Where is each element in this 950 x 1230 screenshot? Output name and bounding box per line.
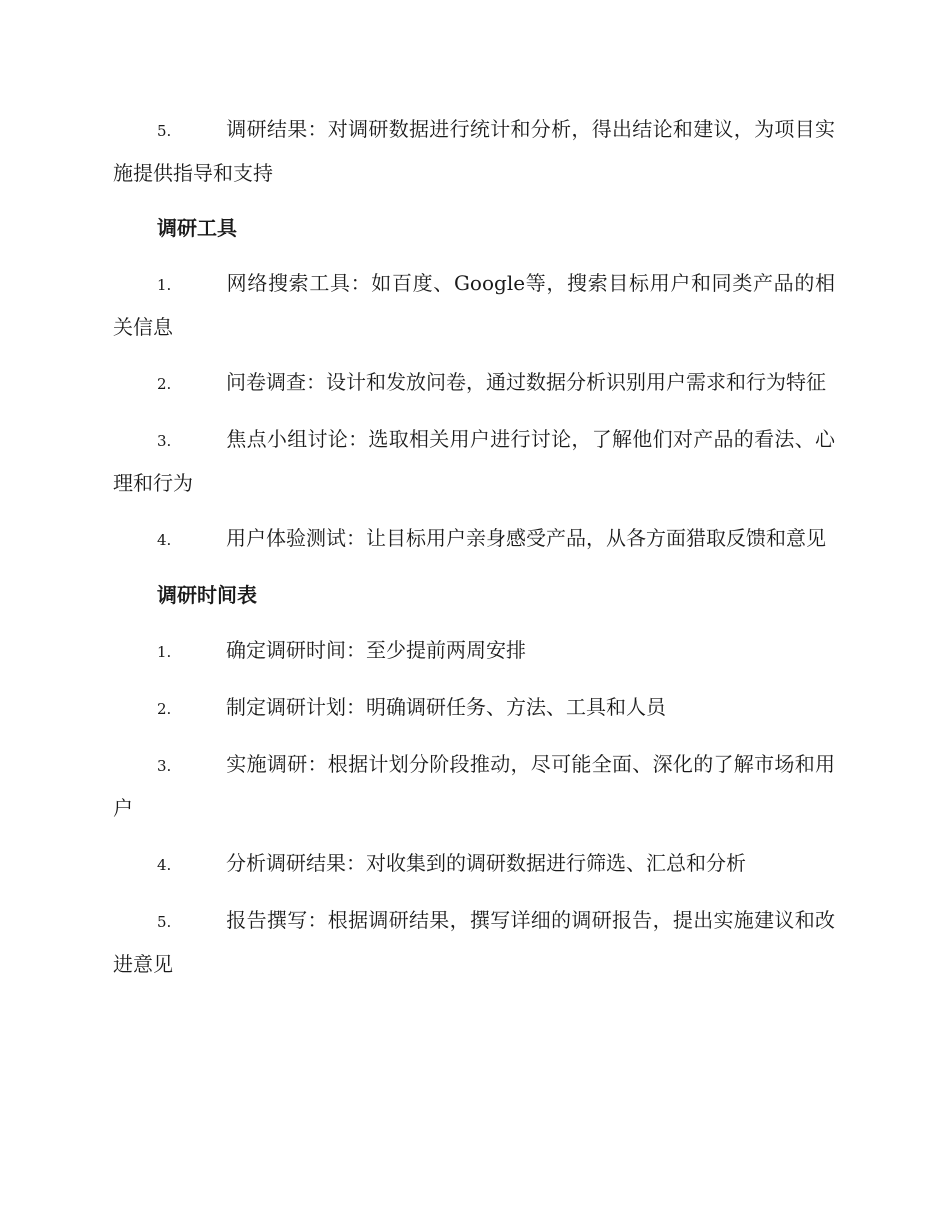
list-item xyxy=(113,361,835,405)
list-item-number: 1. xyxy=(157,276,172,294)
list-item-number: 1. xyxy=(157,643,172,661)
list-item xyxy=(113,686,835,730)
list-item-text: 确定调研时间：至少提前两周安排 xyxy=(226,638,526,662)
list-item-text: 用户体验测试：让目标用户亲身感受产品，从各方面猎取反馈和意见 xyxy=(226,526,826,550)
list-item-number: 2. xyxy=(157,700,172,718)
document-body xyxy=(113,108,835,998)
section-heading-schedule: 调研时间表 xyxy=(157,583,257,607)
list-item-number: 2. xyxy=(157,375,172,393)
list-item-number: 4. xyxy=(157,531,172,549)
list-item-text: 报告撰写：根据调研结果，撰写详细的调研报告，提出实施建议和改进意见 xyxy=(113,908,835,976)
list-item-text: 分析调研结果：对收集到的调研数据进行筛选、汇总和分析 xyxy=(226,851,746,875)
list-item-text: 焦点小组讨论：选取相关用户进行讨论，了解他们对产品的看法、心理和行为 xyxy=(113,427,835,495)
list-item-number: 3. xyxy=(157,432,172,450)
list-item xyxy=(113,262,835,348)
list-item xyxy=(113,629,835,673)
list-item xyxy=(113,108,835,194)
list-item-text: 制定调研计划：明确调研任务、方法、工具和人员 xyxy=(226,695,666,719)
list-item-number: 5. xyxy=(157,122,172,140)
section-heading-tools: 调研工具 xyxy=(157,216,237,240)
list-item-text: 网络搜索工具：如百度、Google等，搜索目标用户和同类产品的相关信息 xyxy=(113,271,835,339)
list-item xyxy=(113,899,835,985)
list-item-text: 问卷调查：设计和发放问卷，通过数据分析识别用户需求和行为特征 xyxy=(226,370,826,394)
list-item-number: 4. xyxy=(157,856,172,874)
list-item-text: 实施调研：根据计划分阶段推动，尽可能全面、深化的了解市场和用户 xyxy=(113,752,835,820)
list-item xyxy=(113,743,835,829)
list-item xyxy=(113,418,835,504)
list-item xyxy=(113,842,835,886)
list-item-number: 5. xyxy=(157,913,172,931)
list-item-number: 3. xyxy=(157,757,172,775)
list-item xyxy=(113,517,835,561)
list-item-text: 调研结果：对调研数据进行统计和分析，得出结论和建议，为项目实施提供指导和支持 xyxy=(113,117,835,185)
